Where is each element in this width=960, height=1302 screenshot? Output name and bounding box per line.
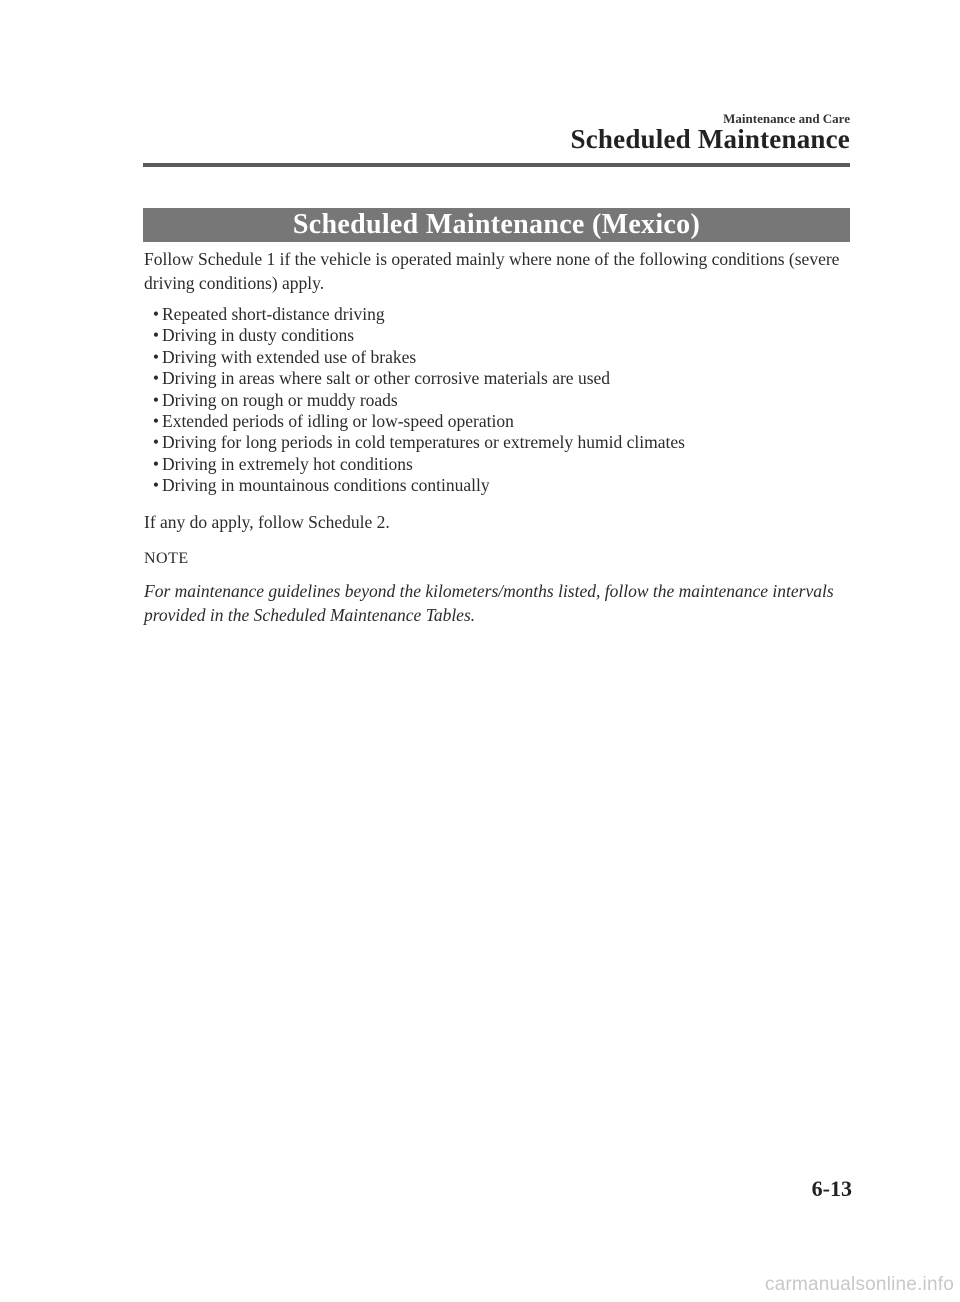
watermark: carmanualsonline.info bbox=[764, 1274, 954, 1295]
list-item-text: Driving in dusty conditions bbox=[162, 325, 355, 346]
follow-up-paragraph: If any do apply, follow Schedule 2. bbox=[144, 511, 390, 532]
list-item bbox=[152, 454, 854, 475]
list-item bbox=[152, 390, 854, 411]
section-title: Scheduled Maintenance (Mexico) bbox=[292, 209, 701, 240]
bullet-icon: • bbox=[152, 304, 160, 324]
list-item-text: Driving in extremely hot conditions bbox=[162, 453, 413, 474]
list-item bbox=[152, 475, 854, 496]
list-item-text: Driving in mountainous conditions continually bbox=[162, 475, 490, 496]
list-item-text: Driving with extended use of brakes bbox=[162, 346, 417, 367]
section-title-bar bbox=[143, 208, 850, 242]
list-item bbox=[152, 325, 854, 346]
note-text: For maintenance guidelines beyond the kilometers/months listed, follow the maintenance intervals provided in the Scheduled Maintenance Tables. bbox=[144, 580, 834, 625]
list-item-text: Driving for long periods in cold temperatures or extremely humid climates bbox=[162, 432, 685, 453]
list-item-text: Driving in areas where salt or other corrosive materials are used bbox=[162, 368, 611, 389]
bullet-icon: • bbox=[152, 453, 160, 474]
bullet-icon: • bbox=[152, 346, 160, 367]
page-content bbox=[144, 247, 854, 627]
list-item-text: Driving on rough or muddy roads bbox=[162, 389, 398, 410]
header-rule bbox=[143, 163, 850, 167]
header-section: Scheduled Maintenance bbox=[570, 124, 850, 154]
list-item bbox=[152, 432, 854, 453]
list-item bbox=[152, 347, 854, 368]
bullet-icon: • bbox=[152, 325, 160, 346]
list-item-text: Extended periods of idling or low-speed operation bbox=[162, 411, 514, 432]
bullet-icon: • bbox=[152, 368, 160, 389]
list-item bbox=[152, 411, 854, 432]
bullet-icon: • bbox=[152, 411, 160, 432]
conditions-list bbox=[144, 304, 854, 497]
list-item bbox=[152, 368, 854, 389]
list-item bbox=[152, 304, 854, 325]
header-chapter: Maintenance and Care bbox=[723, 111, 850, 126]
bullet-icon: • bbox=[152, 475, 160, 496]
page-number: 6-13 bbox=[811, 1176, 852, 1201]
intro-paragraph: Follow Schedule 1 if the vehicle is operated mainly where none of the following conditions (severe driving conditions) apply. bbox=[144, 249, 840, 293]
bullet-icon: • bbox=[152, 432, 160, 453]
note-label: NOTE bbox=[144, 549, 189, 567]
bullet-icon: • bbox=[152, 389, 160, 410]
list-item-text: Repeated short-distance driving bbox=[162, 304, 385, 324]
